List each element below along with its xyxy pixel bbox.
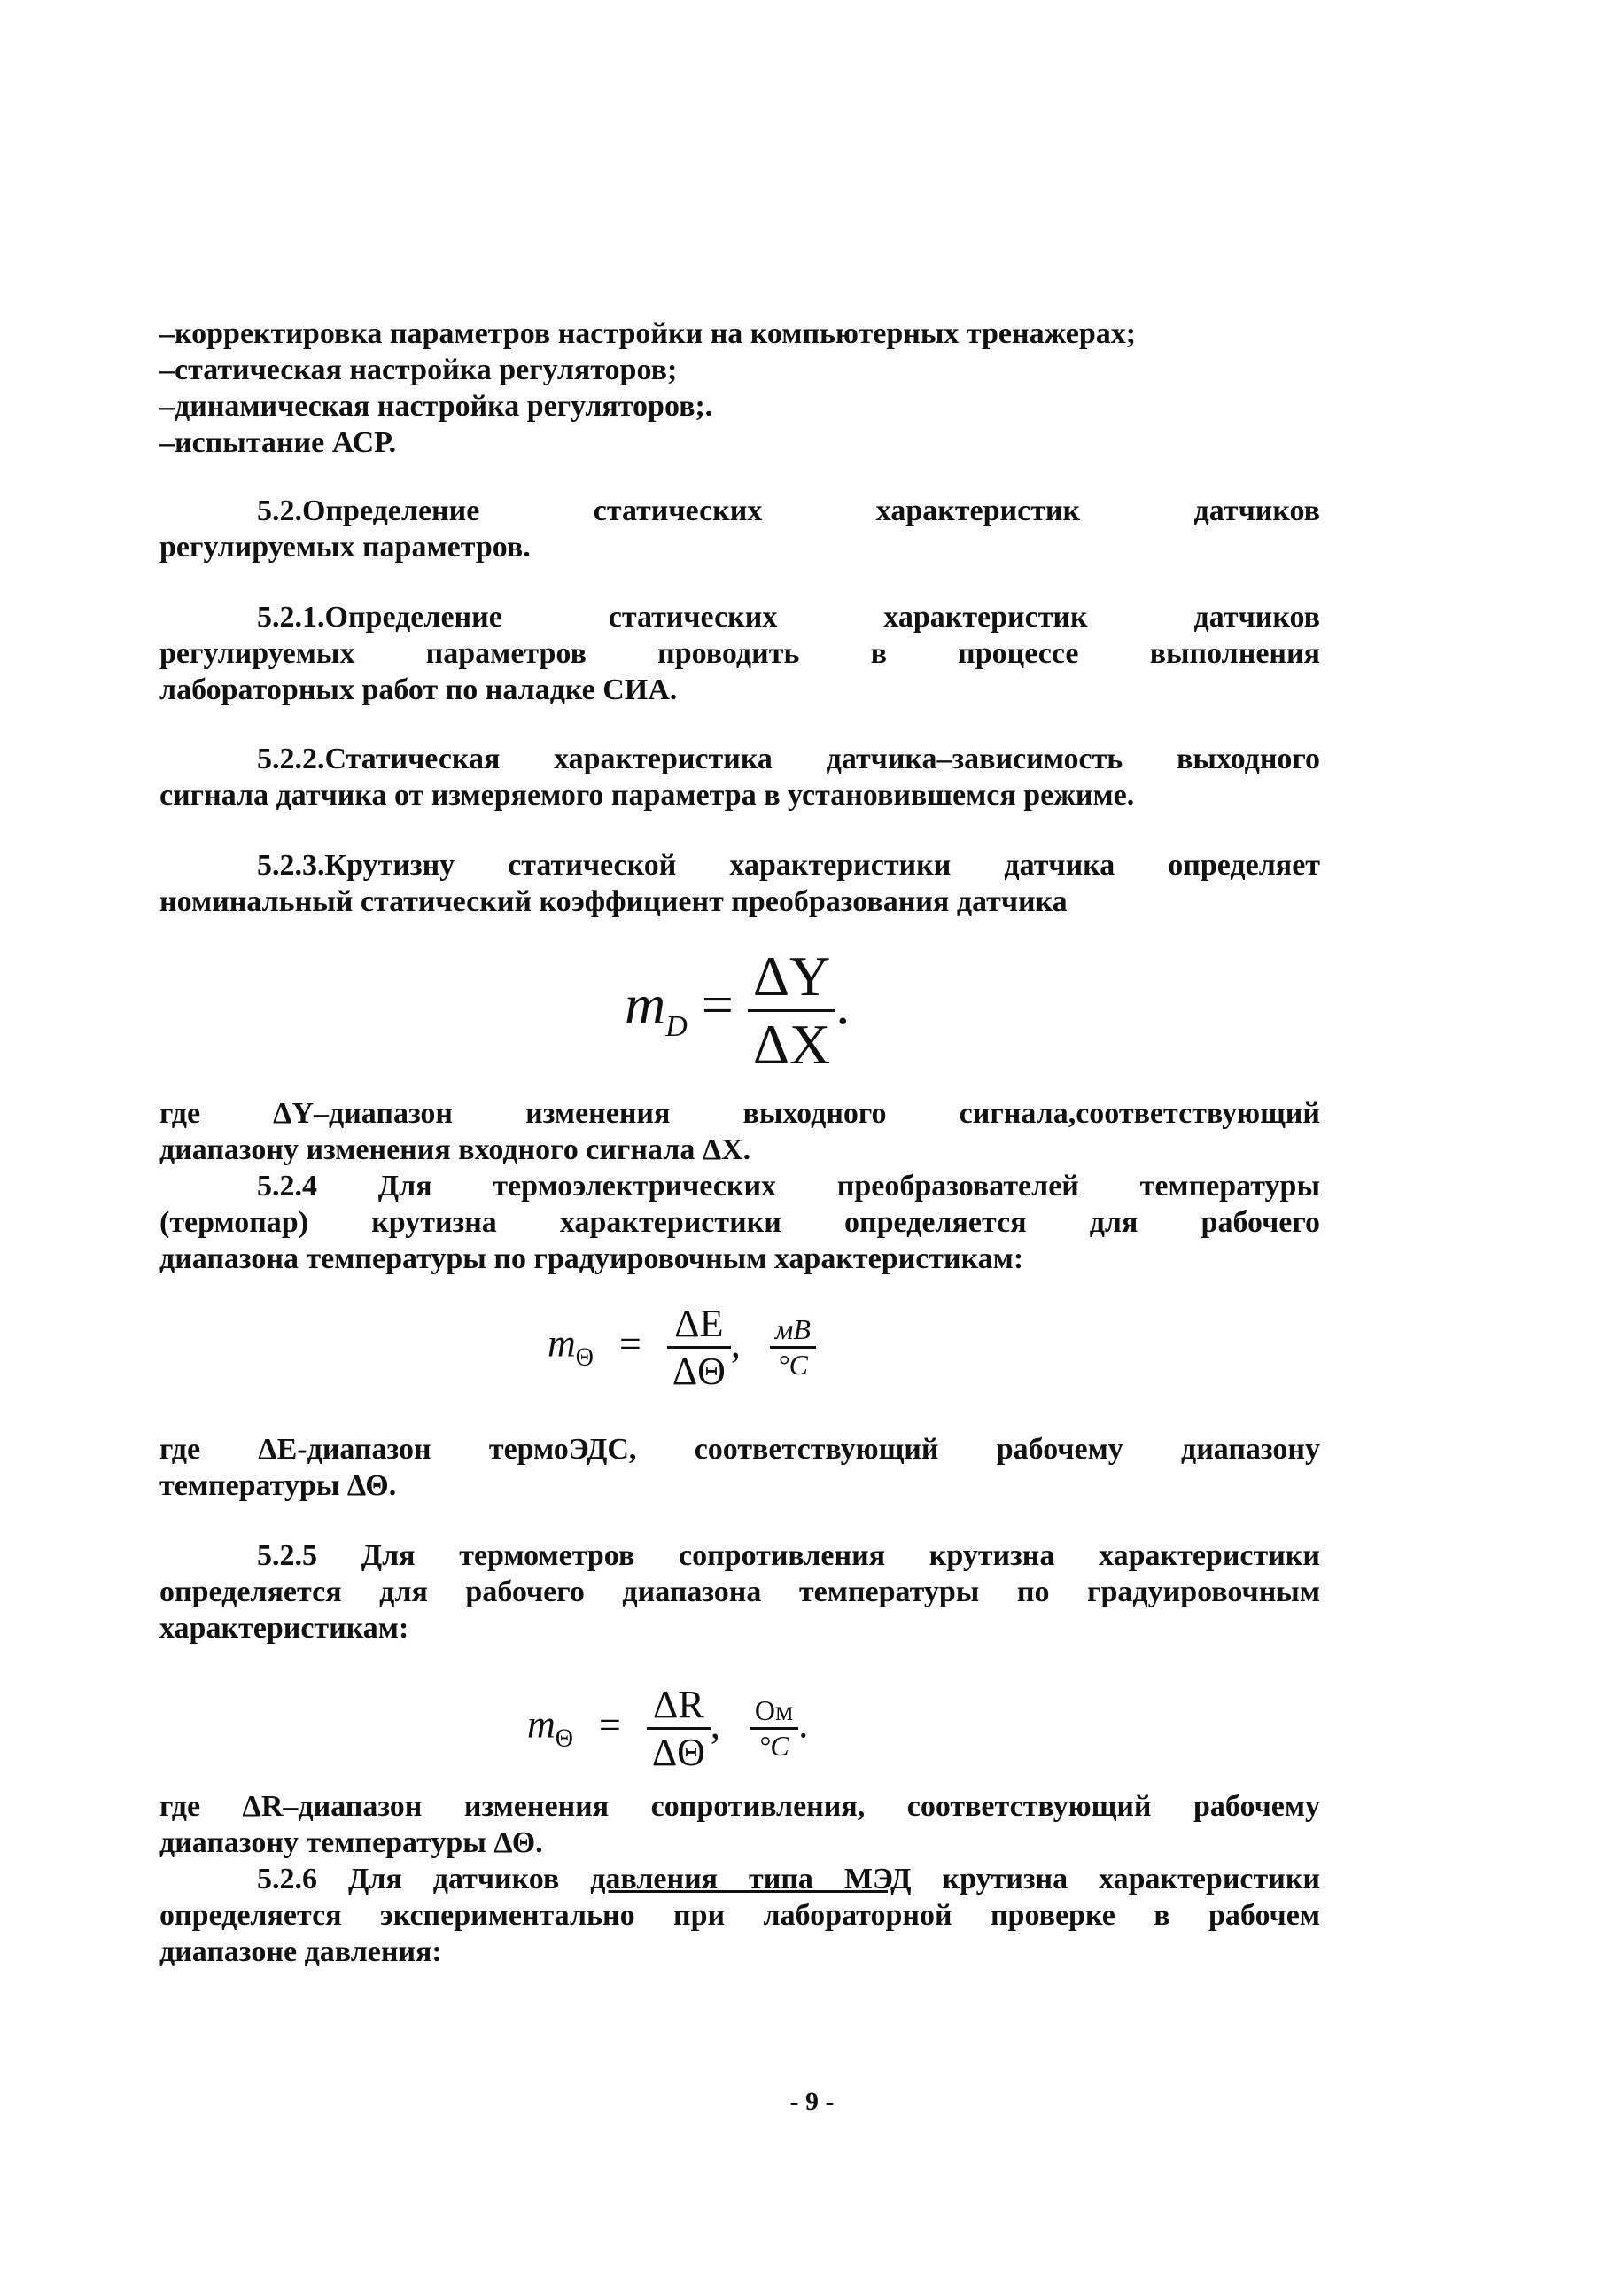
formula-lhs-symbol: m — [625, 973, 666, 1037]
formula-denominator: ΔX — [752, 1013, 831, 1076]
section-5-2-2 — [159, 741, 1320, 813]
definition-line: где ΔY–диапазон изменения выходного сигнала,соответствующий — [159, 1097, 1320, 1130]
formula-sensitivity — [625, 944, 850, 1078]
formula-equals: = — [599, 1702, 621, 1747]
section-5-2-1-line: регулируемых параметров проводить в процессе выполнения — [159, 637, 1320, 670]
formula-fraction — [748, 944, 835, 1078]
page-number: - 9 - — [789, 2087, 835, 2116]
formula-unit-numerator: Ом — [750, 1694, 798, 1730]
section-5-2-5 — [159, 1537, 1320, 1646]
definition-line: диапазону изменения входного сигнала ΔX. — [159, 1133, 751, 1166]
formula-numerator: ΔY — [748, 944, 835, 1012]
formula-resistance-thermometer — [527, 1682, 808, 1775]
formula-lhs-subscript: Θ — [555, 1724, 574, 1753]
section-5-2-1 — [159, 599, 1320, 708]
section-5-2-line: регулируемых параметров. — [159, 531, 531, 564]
formula-unit-denominator: °С — [758, 1730, 789, 1762]
section-5-2-3-line: 5.2.3.Крутизну статической характеристики датчика определяет — [257, 849, 1320, 882]
section-5-2-6-line: диапазоне давления: — [159, 1935, 442, 1968]
formula-unit — [770, 1313, 816, 1381]
list-item: –испытание АСР. — [159, 426, 397, 459]
definition-delta-e — [159, 1431, 1320, 1504]
definition-line: где ΔR–диапазон изменения сопротивления, соответствующий рабочему — [159, 1790, 1320, 1823]
formula-lhs-symbol: m — [527, 1702, 556, 1747]
section-5-2-6-line: определяется экспериментально при лабораторной проверке в рабочем — [159, 1899, 1320, 1932]
list-item: –динамическая настройка регуляторов;. — [159, 390, 713, 423]
formula-trail: . — [835, 973, 851, 1037]
formula-lhs-symbol: m — [548, 1321, 576, 1366]
definition-delta-y — [159, 1095, 1320, 1168]
section-5-2-6-suffix: крутизна характеристики — [911, 1863, 1320, 1895]
list-item: –статическая настройка регуляторов; — [159, 354, 678, 386]
formula-numerator: ΔE — [667, 1301, 731, 1349]
section-5-2 — [159, 493, 1320, 565]
section-5-2-2-line: сигнала датчика от измеряемого параметра в установившемся режиме. — [159, 779, 1135, 812]
formula-fraction — [647, 1682, 711, 1775]
section-5-2-4 — [159, 1168, 1320, 1277]
section-5-2-5-line: характеристикам: — [159, 1612, 409, 1645]
formula-unit — [750, 1694, 798, 1763]
formula-denominator: ΔΘ — [672, 1350, 726, 1393]
section-5-2-4-line: (термопар) крутизна характеристики определяется для рабочего — [159, 1206, 1320, 1239]
section-5-2-6-line — [159, 1861, 1320, 1897]
section-5-2-1-line: лабораторных работ по наладке СИА. — [159, 673, 678, 706]
section-5-2-5-line: определяется для рабочего диапазона температуры по градуировочным — [159, 1576, 1320, 1608]
section-5-2-5-line: 5.2.5 Для термометров сопротивления крутизна характеристики — [257, 1539, 1320, 1572]
list-item: –корректировка параметров настройки на компьютерных тренажерах; — [159, 317, 1137, 350]
formula-lhs-subscript: Θ — [575, 1343, 594, 1372]
definition-delta-r — [159, 1788, 1320, 1861]
section-5-2-6-underlined: давления типа МЭД — [590, 1863, 912, 1895]
section-5-2-6 — [159, 1861, 1320, 1970]
formula-trail: . — [798, 1702, 809, 1747]
section-5-2-3-line: номинальный статический коэффициент преобразования датчика — [159, 885, 1068, 918]
section-5-2-3 — [159, 847, 1320, 920]
formula-equals: = — [619, 1321, 641, 1366]
definition-line: где ΔE-диапазон термоЭДС, соответствующий рабочему диапазону — [159, 1433, 1320, 1466]
formula-comma: , — [730, 1321, 741, 1366]
section-5-2-2-line: 5.2.2.Статическая характеристика датчика–зависимость выходного — [257, 743, 1320, 775]
definition-line: температуры ΔΘ. — [159, 1469, 397, 1502]
definition-line: диапазону температуры ΔΘ. — [159, 1826, 543, 1859]
section-5-2-6-prefix: 5.2.6 Для датчиков — [257, 1863, 591, 1895]
formula-fraction — [667, 1301, 731, 1394]
section-5-2-4-line: 5.2.4 Для термоэлектрических преобразователей температуры — [257, 1170, 1320, 1202]
section-5-2-line: 5.2.Определение статических характеристик датчиков — [257, 494, 1320, 527]
task-list — [159, 315, 1320, 461]
formula-thermocouple — [548, 1301, 816, 1394]
formula-equals: = — [701, 973, 734, 1037]
formula-unit-numerator: мВ — [770, 1313, 816, 1349]
formula-denominator: ΔΘ — [651, 1731, 705, 1774]
section-5-2-4-line: диапазона температуры по градуировочным характеристикам: — [159, 1242, 1024, 1275]
formula-lhs-subscript: D — [665, 1009, 688, 1043]
section-5-2-1-line: 5.2.1.Определение статических характеристик датчиков — [257, 601, 1320, 634]
formula-numerator: ΔR — [647, 1682, 711, 1730]
formula-comma: , — [710, 1702, 720, 1747]
formula-unit-denominator: °С — [777, 1349, 808, 1381]
